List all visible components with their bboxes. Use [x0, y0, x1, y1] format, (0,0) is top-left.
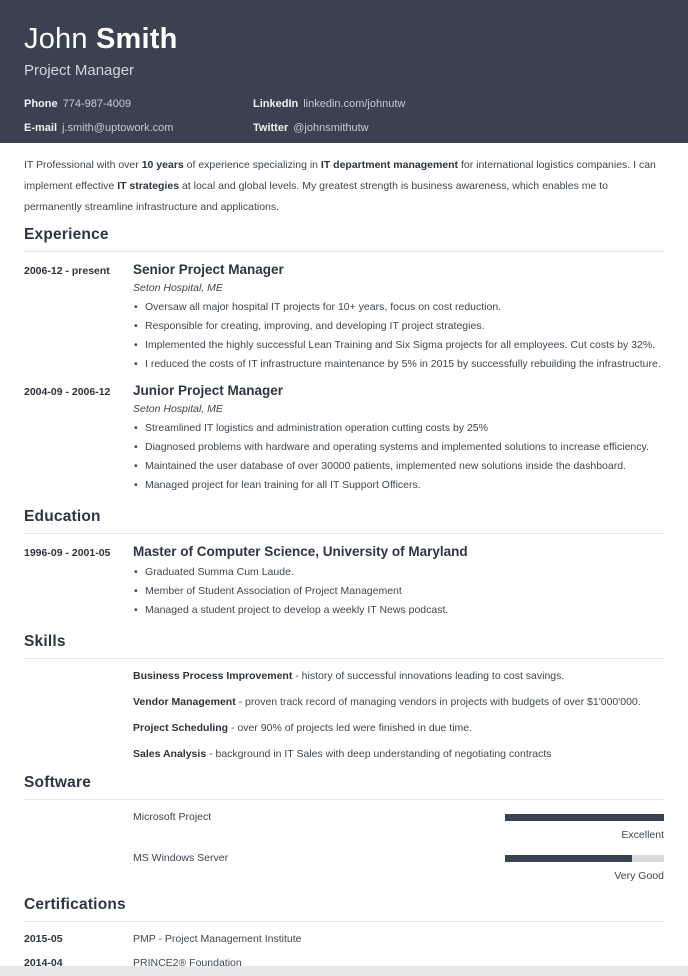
skill-item — [133, 695, 664, 709]
certifications-list — [24, 932, 664, 966]
software-item — [133, 810, 664, 842]
skill-description: - history of successful innovations leading to cost savings. — [292, 670, 565, 682]
summary-segment: at local and global levels. My greatest strength is business awareness, which enables me to permanently streamline infrastructure and applications. — [24, 180, 609, 213]
software-main — [133, 810, 664, 824]
bullet-item: • Implemented the highly successful Lean Training and Six Sigma projects for all employees. Cut costs by 32%. — [133, 336, 664, 355]
entry-bullets — [133, 419, 664, 495]
contact-label: E-mail — [24, 122, 58, 134]
entry-content — [133, 383, 664, 495]
bullet-item: • Maintained the user database of over 30000 patients, implemented new solutions inside the dashboard. — [133, 457, 664, 476]
certification-item — [24, 932, 664, 946]
certification-date: 2015-05 — [24, 933, 63, 945]
software-name: MS Windows Server — [133, 852, 229, 864]
section-title-experience: Experience — [24, 226, 664, 252]
last-name: Smith — [95, 23, 178, 55]
skill-name: Project Scheduling — [133, 722, 229, 734]
contact-value: linkedin.com/johnutw — [303, 98, 406, 110]
summary-bold-segment: 10 years — [141, 159, 184, 171]
section-title-software: Software — [24, 774, 664, 800]
entry-bullets — [133, 298, 664, 374]
skill-level-fill — [505, 814, 664, 821]
certification-item — [24, 956, 664, 966]
skill-level-bar — [505, 814, 664, 821]
entry-company: Seton Hospital, ME — [133, 403, 223, 415]
bullet-item: • Oversaw all major hospital IT projects for 10+ years, focus on cost reduction. — [133, 298, 664, 317]
skill-level-label: Excellent — [621, 829, 664, 841]
entry-company: Seton Hospital, ME — [133, 282, 223, 294]
summary-bold-segment: IT department management — [320, 159, 459, 171]
skill-name: Business Process Improvement — [133, 670, 293, 682]
software-main — [133, 851, 664, 865]
contact-value: @johnsmithutw — [293, 122, 369, 134]
education-entries — [24, 544, 664, 620]
summary-segment: of experience specializing in — [183, 159, 321, 171]
contact-item — [24, 122, 253, 134]
resume-body — [0, 143, 688, 966]
skill-description: - background in IT Sales with deep understanding of negotiating contracts — [206, 748, 552, 760]
contact-label: LinkedIn — [253, 98, 299, 110]
resume-header — [0, 0, 688, 143]
bullet-item: • Managed a student project to develop a weekly IT News podcast. — [133, 601, 664, 620]
bullet-item: • Streamlined IT logistics and administration operation cutting costs by 25% — [133, 419, 664, 438]
bullet-item: • Managed project for lean training for all IT Support Officers. — [133, 476, 664, 495]
summary-bold-segment: IT strategies — [117, 180, 180, 192]
entry-date: 2006-12 - present — [24, 265, 110, 277]
summary-text — [24, 155, 664, 218]
certification-name: PRINCE2® Foundation — [133, 957, 242, 966]
resume-entry — [24, 383, 664, 495]
certification-date: 2014-04 — [24, 957, 63, 966]
bullet-item: • Responsible for creating, improving, and developing IT project strategies. — [133, 317, 664, 336]
resume-entry — [24, 262, 664, 374]
entry-title: Master of Computer Science, University of Maryland — [133, 544, 468, 559]
entry-title: Senior Project Manager — [133, 262, 284, 277]
entry-date: 2004-09 - 2006-12 — [24, 386, 111, 398]
skill-level-label: Very Good — [614, 870, 664, 882]
summary-segment: for international logistics companies. I can implement effective — [24, 159, 656, 192]
skill-name: Sales Analysis — [133, 748, 207, 760]
bullet-item: • I reduced the costs of IT infrastructure maintenance by 5% in 2015 by successfully rebuilding the infrastructure. — [133, 355, 664, 374]
contact-value: j.smith@uptowork.com — [62, 122, 174, 134]
bullet-item: • Diagnosed problems with hardware and operating systems and implemented solutions to increase efficiency. — [133, 438, 664, 457]
entry-content — [133, 262, 664, 374]
first-name: John — [24, 23, 88, 55]
contact-list — [24, 98, 664, 134]
contact-item — [253, 122, 664, 134]
entry-content — [133, 544, 664, 620]
contact-label: Phone — [24, 98, 58, 110]
skill-item — [133, 721, 664, 735]
experience-entries — [24, 262, 664, 495]
skill-level-bar — [505, 855, 664, 862]
skill-item — [133, 669, 664, 683]
bullet-item: • Graduated Summa Cum Laude. — [133, 563, 664, 582]
entry-date: 1996-09 - 2001-05 — [24, 547, 111, 559]
job-title: Project Manager — [24, 62, 135, 79]
section-title-education: Education — [24, 508, 664, 534]
section-title-certifications: Certifications — [24, 896, 664, 922]
software-item — [133, 851, 664, 883]
skill-description: - over 90% of projects led were finished in due time. — [228, 722, 473, 734]
contact-label: Twitter — [253, 122, 289, 134]
skill-name: Vendor Management — [133, 696, 236, 708]
contact-value: 774-987-4009 — [62, 98, 132, 110]
section-title-skills: Skills — [24, 633, 664, 659]
software-list — [133, 810, 664, 883]
contact-item — [24, 98, 253, 110]
skill-description: - proven track record of managing vendors in projects with budgets of over $1'000'000. — [235, 696, 641, 708]
skill-level-fill — [505, 855, 632, 862]
resume-entry — [24, 544, 664, 620]
certification-name: PMP - Project Management Institute — [133, 933, 302, 945]
entry-bullets — [133, 563, 664, 620]
candidate-name — [24, 23, 664, 55]
contact-item — [253, 98, 664, 110]
bullet-item: • Member of Student Association of Project Management — [133, 582, 664, 601]
summary-segment: IT Professional with over — [24, 159, 142, 171]
software-name: Microsoft Project — [133, 811, 212, 823]
entry-title: Junior Project Manager — [133, 383, 284, 398]
skill-item — [133, 747, 664, 761]
skills-list — [133, 669, 664, 761]
